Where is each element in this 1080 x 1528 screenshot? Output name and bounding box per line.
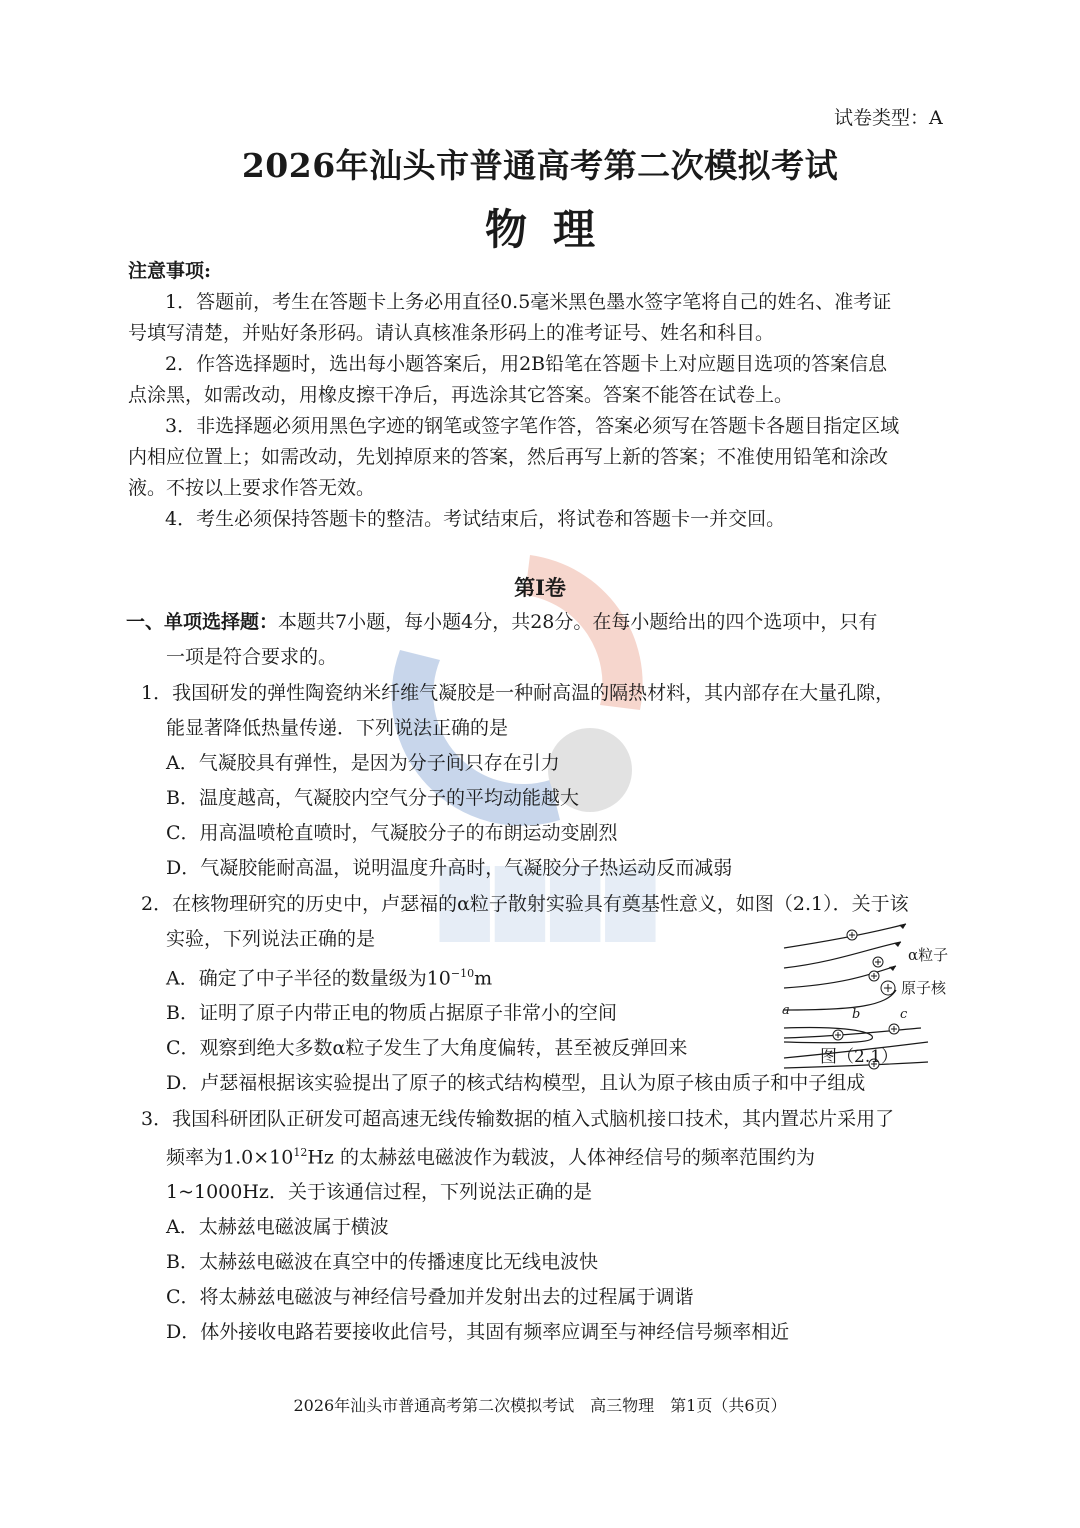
page-footer: 2026年汕头市普通高考第二次模拟考试 高三物理 第1页（共6页） xyxy=(293,1396,787,1415)
part1-header xyxy=(126,613,877,632)
notice-line: 内相应位置上；如需改动，先划掉原来的答案，然后再写上新的答案；不准使用铅笔和涂改 xyxy=(128,446,889,468)
notice-line: 4．考生必须保持答题卡的整洁。考试结束后，将试卷和答题卡一并交回。 xyxy=(165,508,786,530)
notice-line: 2．作答选择题时，选出每小题答案后，用2B铅笔在答题卡上对应题目选项的答案信息 xyxy=(165,353,888,375)
notice-line: 3．非选择题必须用黑色字迹的钢笔或签字笔作答，答案必须写在答题卡各题目指定区域 xyxy=(165,415,900,437)
notice-line: 1．答题前，考生在答题卡上务必用直径0.5毫米黑色墨水签字笔将自己的姓名、准考证 xyxy=(165,291,892,313)
label-alpha: α粒子 xyxy=(908,946,949,964)
label-nucleus: 原子核 xyxy=(901,979,947,997)
alpha-track xyxy=(784,1027,872,1042)
label-b: b xyxy=(852,1007,861,1022)
notice-line: 号填写清楚，并贴好条形码。请认真核准条形码上的准考证号、姓名和科目。 xyxy=(128,322,775,344)
part1-label: 一、单项选择题： xyxy=(126,611,279,633)
q3-option-d: D．体外接收电路若要接收此信号，其固有频率应调至与神经信号频率相近 xyxy=(166,1321,790,1343)
exam-title: 2026年汕头市普通高考第二次模拟考试 xyxy=(241,146,839,185)
q2-option-a xyxy=(166,968,492,988)
q3-stem-line2-start: 频率为1.0×10 xyxy=(166,1146,294,1169)
part1-desc-cont: 一项是符合要求的。 xyxy=(166,646,338,668)
q3-stem-exponent: 12 xyxy=(293,1146,308,1159)
label-c: c xyxy=(900,1007,908,1022)
q1-option-b: B．温度越高，气凝胶内空气分子的平均动能越大 xyxy=(166,787,579,809)
q3-option-a: A．太赫兹电磁波属于横波 xyxy=(166,1216,389,1238)
alpha-track xyxy=(784,924,906,948)
label-a: a xyxy=(782,1003,790,1018)
notice-line: 点涂黑，如需改动，用橡皮擦干净后，再选涂其它答案。答案不能答在试卷上。 xyxy=(128,384,794,406)
paper-type: 试卷类型：A xyxy=(834,107,943,129)
q1-option-a: A．气凝胶具有弹性，是因为分子间只存在引力 xyxy=(166,752,560,774)
notice-line: 液。不按以上要求作答无效。 xyxy=(128,477,376,499)
q2-stem-cont: 实验，下列说法正确的是 xyxy=(166,928,376,950)
alpha-track xyxy=(784,942,901,968)
q2-option-d: D．卢瑟福根据该实验提出了原子的核式结构模型，且认为原子核由质子和中子组成 xyxy=(166,1072,866,1094)
q3-stem-line3: 1~1000Hz．关于该通信过程，下列说法正确的是 xyxy=(166,1181,592,1203)
q2-option-a-text: A．确定了中子半径的数量级为10 xyxy=(166,967,451,990)
figure-caption: 图（2.1） xyxy=(820,1047,899,1067)
q1-stem-cont: 能显著降低热量传递．下列说法正确的是 xyxy=(166,717,509,739)
q1-option-d: D．气凝胶能耐高温，说明温度升高时，气凝胶分子热运动反而减弱 xyxy=(166,857,733,879)
q2-option-a-exponent: −10 xyxy=(450,967,475,980)
q2-stem: 2．在核物理研究的历史中，卢瑟福的α粒子散射实验具有奠基性意义，如图（2.1）．关于该 xyxy=(141,893,909,915)
subject-title: 物理 xyxy=(484,205,621,254)
q2-option-a-unit: m xyxy=(474,967,493,990)
q3-stem-line2 xyxy=(166,1147,815,1167)
q3-stem-line2-rest: Hz 的太赫兹电磁波作为载波，人体神经信号的频率范围约为 xyxy=(307,1146,815,1169)
section-title: 第I卷 xyxy=(514,575,566,600)
part1-desc: 本题共7小题，每小题4分，共28分。在每小题给出的四个选项中，只有 xyxy=(278,611,878,633)
q3-stem: 3．我国科研团队正研发可超高速无线传输数据的植入式脑机接口技术，其内置芯片采用了 xyxy=(141,1108,895,1130)
q3-option-c: C．将太赫兹电磁波与神经信号叠加并发射出去的过程属于调谐 xyxy=(166,1286,694,1308)
watermark-text: ████ xyxy=(440,868,661,942)
q1-option-c: C．用高温喷枪直喷时，气凝胶分子的布朗运动变剧烈 xyxy=(166,822,618,844)
q2-option-b: B．证明了原子内带正电的物质占据原子非常小的空间 xyxy=(166,1002,617,1024)
q3-option-b: B．太赫兹电磁波在真空中的传播速度比无线电波快 xyxy=(166,1251,598,1273)
q1-stem: 1．我国研发的弹性陶瓷纳米纤维气凝胶是一种耐高温的隔热材料，其内部存在大量孔隙， xyxy=(141,682,895,704)
alpha-track xyxy=(784,990,896,1010)
q2-option-c: C．观察到绝大多数α粒子发生了大角度偏转，甚至被反弹回来 xyxy=(166,1037,688,1059)
notice-heading: 注意事项: xyxy=(128,260,212,282)
